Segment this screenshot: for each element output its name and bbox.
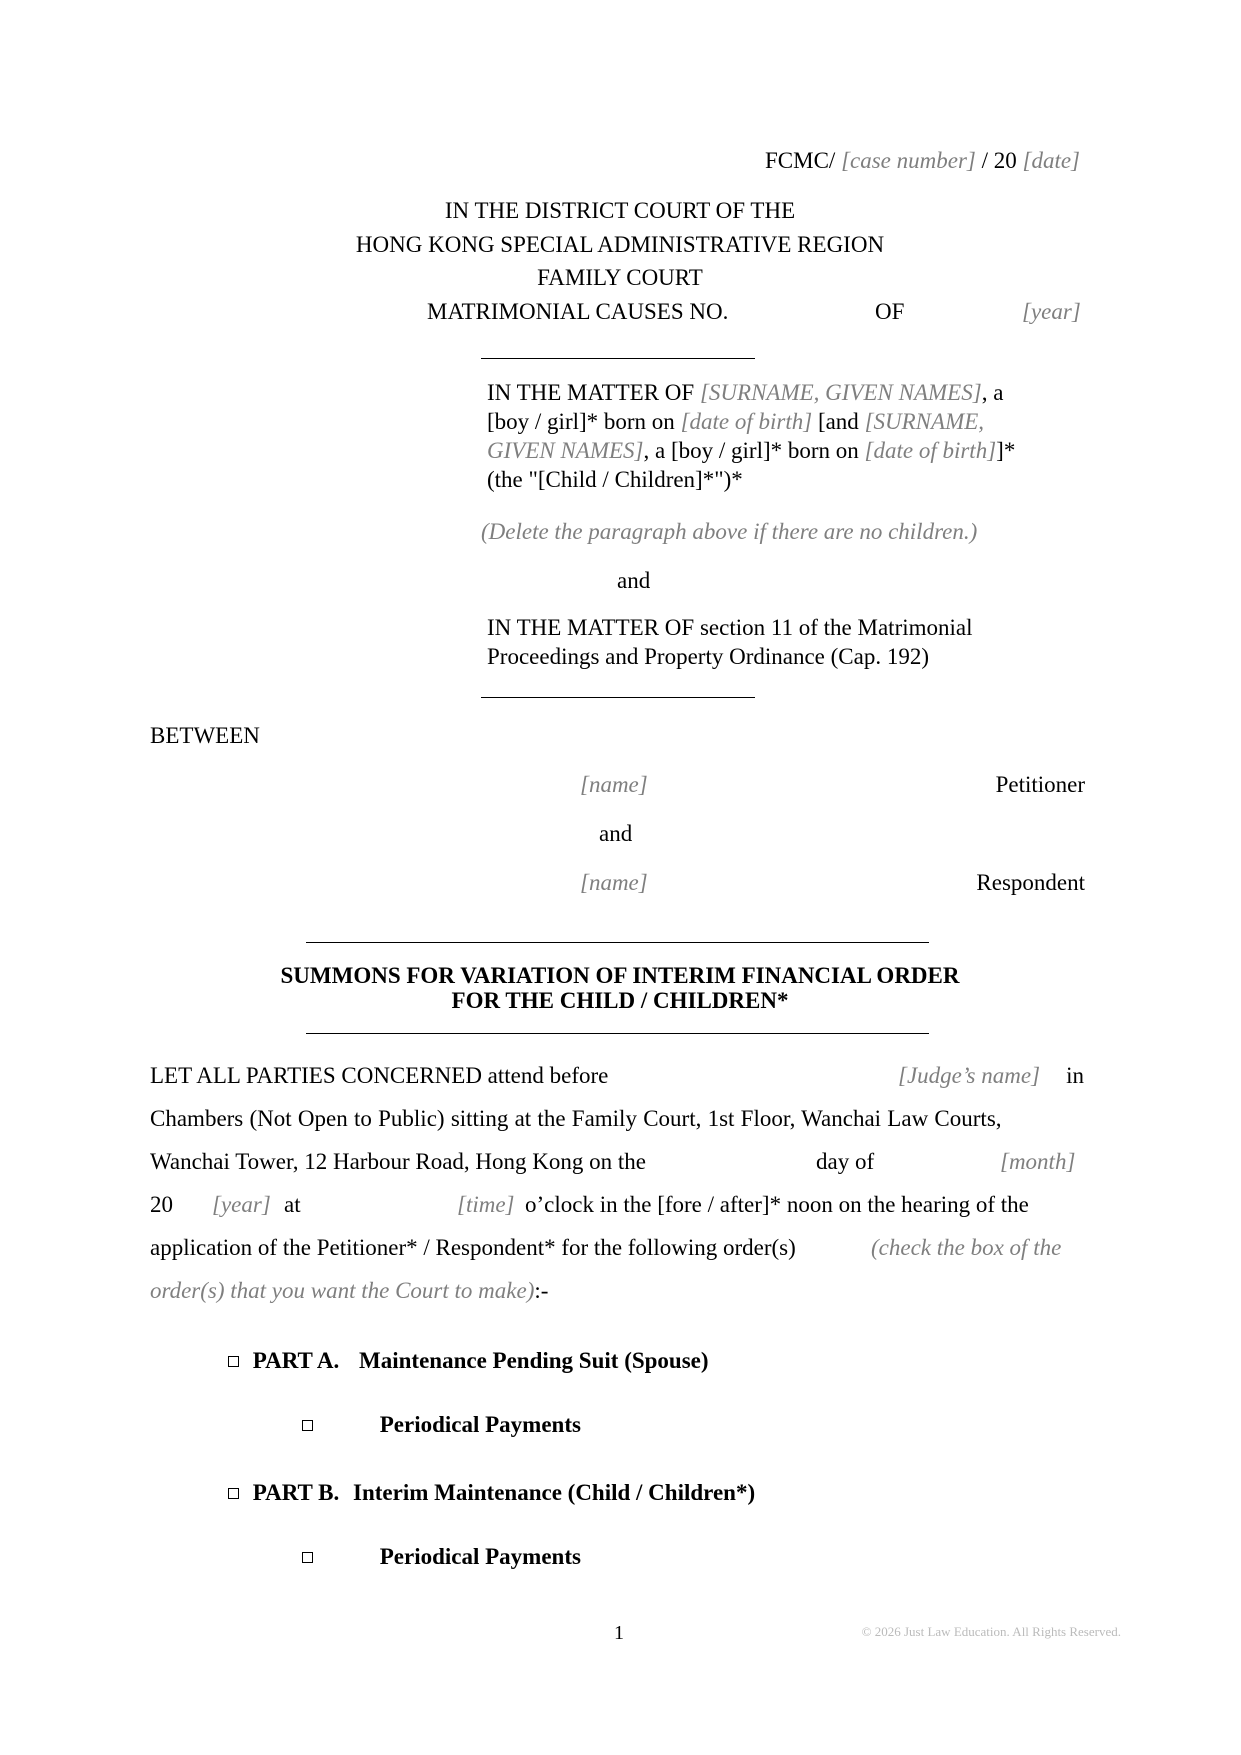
divider-rule	[481, 358, 755, 359]
mc-of-label: OF	[875, 299, 905, 324]
petitioner-name-placeholder: [name]	[580, 772, 648, 797]
part-b-label: PART B.	[252, 1480, 340, 1505]
matter-child-text: IN THE MATTER OF	[487, 380, 700, 405]
delete-note: (Delete the paragraph above if there are no children.)	[481, 519, 978, 544]
part-b-periodical-label: Periodical Payments	[379, 1544, 581, 1569]
matter-child-text: , a	[981, 380, 1004, 405]
body-line-5-note: (check the box of the	[871, 1235, 1062, 1260]
option-part-b-sub	[302, 1543, 581, 1571]
matter-child-text: [and	[812, 409, 865, 434]
court-line-2: HONG KONG SPECIAL ADMINISTRATIVE REGION	[355, 232, 885, 257]
option-part-a	[228, 1347, 709, 1375]
matter-section-paragraph	[487, 613, 1047, 671]
summons-title-line-2: FOR THE CHILD / CHILDREN*	[451, 988, 789, 1013]
dob-placeholder: [date of birth]	[680, 409, 813, 434]
body-line-6-note: order(s) that you want the Court to make)	[150, 1278, 535, 1303]
child-name-placeholder: GIVEN NAMES]	[487, 438, 644, 463]
dob-placeholder: [date of birth]	[864, 438, 997, 463]
part-a-title: Maintenance Pending Suit (Spouse)	[359, 1348, 709, 1373]
part-a-periodical-label: Periodical Payments	[379, 1412, 581, 1437]
respondent-label: Respondent	[976, 870, 1085, 895]
judge-name-placeholder: [Judge’s name]	[898, 1063, 1041, 1088]
page-number: 1	[614, 1622, 624, 1644]
case-reference	[765, 147, 1080, 175]
body-line-6-end: :-	[534, 1278, 549, 1303]
part-a-checkbox[interactable]	[228, 1356, 239, 1367]
option-part-b	[228, 1479, 755, 1507]
court-line-3: FAMILY COURT	[537, 265, 703, 290]
parties-and: and	[599, 821, 633, 846]
month-placeholder: [month]	[1000, 1149, 1076, 1174]
body-line-4-20: 20	[150, 1192, 173, 1217]
body-line-3-text: Wanchai Tower, 12 Harbour Road, Hong Kong on the	[150, 1149, 646, 1174]
year-placeholder: [year]	[212, 1192, 271, 1217]
body-line-2: Chambers (Not Open to Public) sitting at the Family Court, 1st Floor, Wanchai Law Courts,	[150, 1106, 1002, 1131]
part-b-title: Interim Maintenance (Child / Children*)	[353, 1480, 756, 1505]
body-line-1-end: in	[1066, 1063, 1084, 1088]
respondent-name-placeholder: [name]	[580, 870, 648, 895]
matter-section-line-2: Proceedings and Property Ordinance (Cap. 192)	[487, 644, 929, 669]
court-line-1: IN THE DISTRICT COURT OF THE	[444, 198, 796, 223]
case-ref-prefix: FCMC/	[764, 148, 836, 173]
body-line-1-text: LET ALL PARTIES CONCERNED attend before	[150, 1063, 609, 1088]
divider-rule	[481, 697, 755, 698]
part-b-checkbox[interactable]	[228, 1488, 239, 1499]
and-connector: and	[617, 568, 651, 593]
body-line-6	[150, 1277, 548, 1305]
matter-child-text: , a [boy / girl]* born on	[643, 438, 865, 463]
option-part-a-sub	[302, 1411, 581, 1439]
title-rule-top	[306, 942, 929, 943]
matter-section-line-1: IN THE MATTER OF section 11 of the Matrimonial	[487, 615, 973, 640]
part-a-periodical-checkbox[interactable]	[302, 1420, 313, 1431]
copyright-notice: © 2026 Just Law Education. All Rights Reserved.	[861, 1624, 1121, 1639]
date-placeholder: [date]	[1022, 148, 1080, 173]
matter-child-text: (the "[Child / Children]*")*	[487, 467, 743, 492]
matter-child-text: [boy / girl]* born on	[487, 409, 681, 434]
child-name-placeholder: [SURNAME, GIVEN NAMES]	[699, 380, 982, 405]
matter-child-paragraph	[487, 378, 1047, 494]
body-line-5-text: application of the Petitioner* / Respondent* for the following order(s)	[150, 1235, 796, 1260]
summons-title-line-1: SUMMONS FOR VARIATION OF INTERIM FINANCIAL ORDER	[280, 963, 960, 988]
child-name-placeholder: [SURNAME,	[864, 409, 985, 434]
mc-label: MATRIMONIAL CAUSES NO.	[427, 299, 729, 324]
title-rule-bottom	[306, 1033, 929, 1034]
body-line-4-at: at	[284, 1192, 301, 1217]
case-ref-mid: / 20	[981, 148, 1017, 173]
body-line-4-text: o’clock in the [fore / after]* noon on the hearing of the	[525, 1192, 1029, 1217]
mc-year-placeholder: [year]	[1022, 299, 1081, 324]
body-line-3-dayof: day of	[816, 1149, 875, 1174]
petitioner-label: Petitioner	[995, 772, 1085, 797]
between-label: BETWEEN	[150, 723, 260, 748]
matter-child-text: ]*	[996, 438, 1016, 463]
part-b-periodical-checkbox[interactable]	[302, 1552, 313, 1563]
case-number-placeholder: [case number]	[841, 148, 976, 173]
time-placeholder: [time]	[457, 1192, 515, 1217]
part-a-label: PART A.	[252, 1348, 340, 1373]
